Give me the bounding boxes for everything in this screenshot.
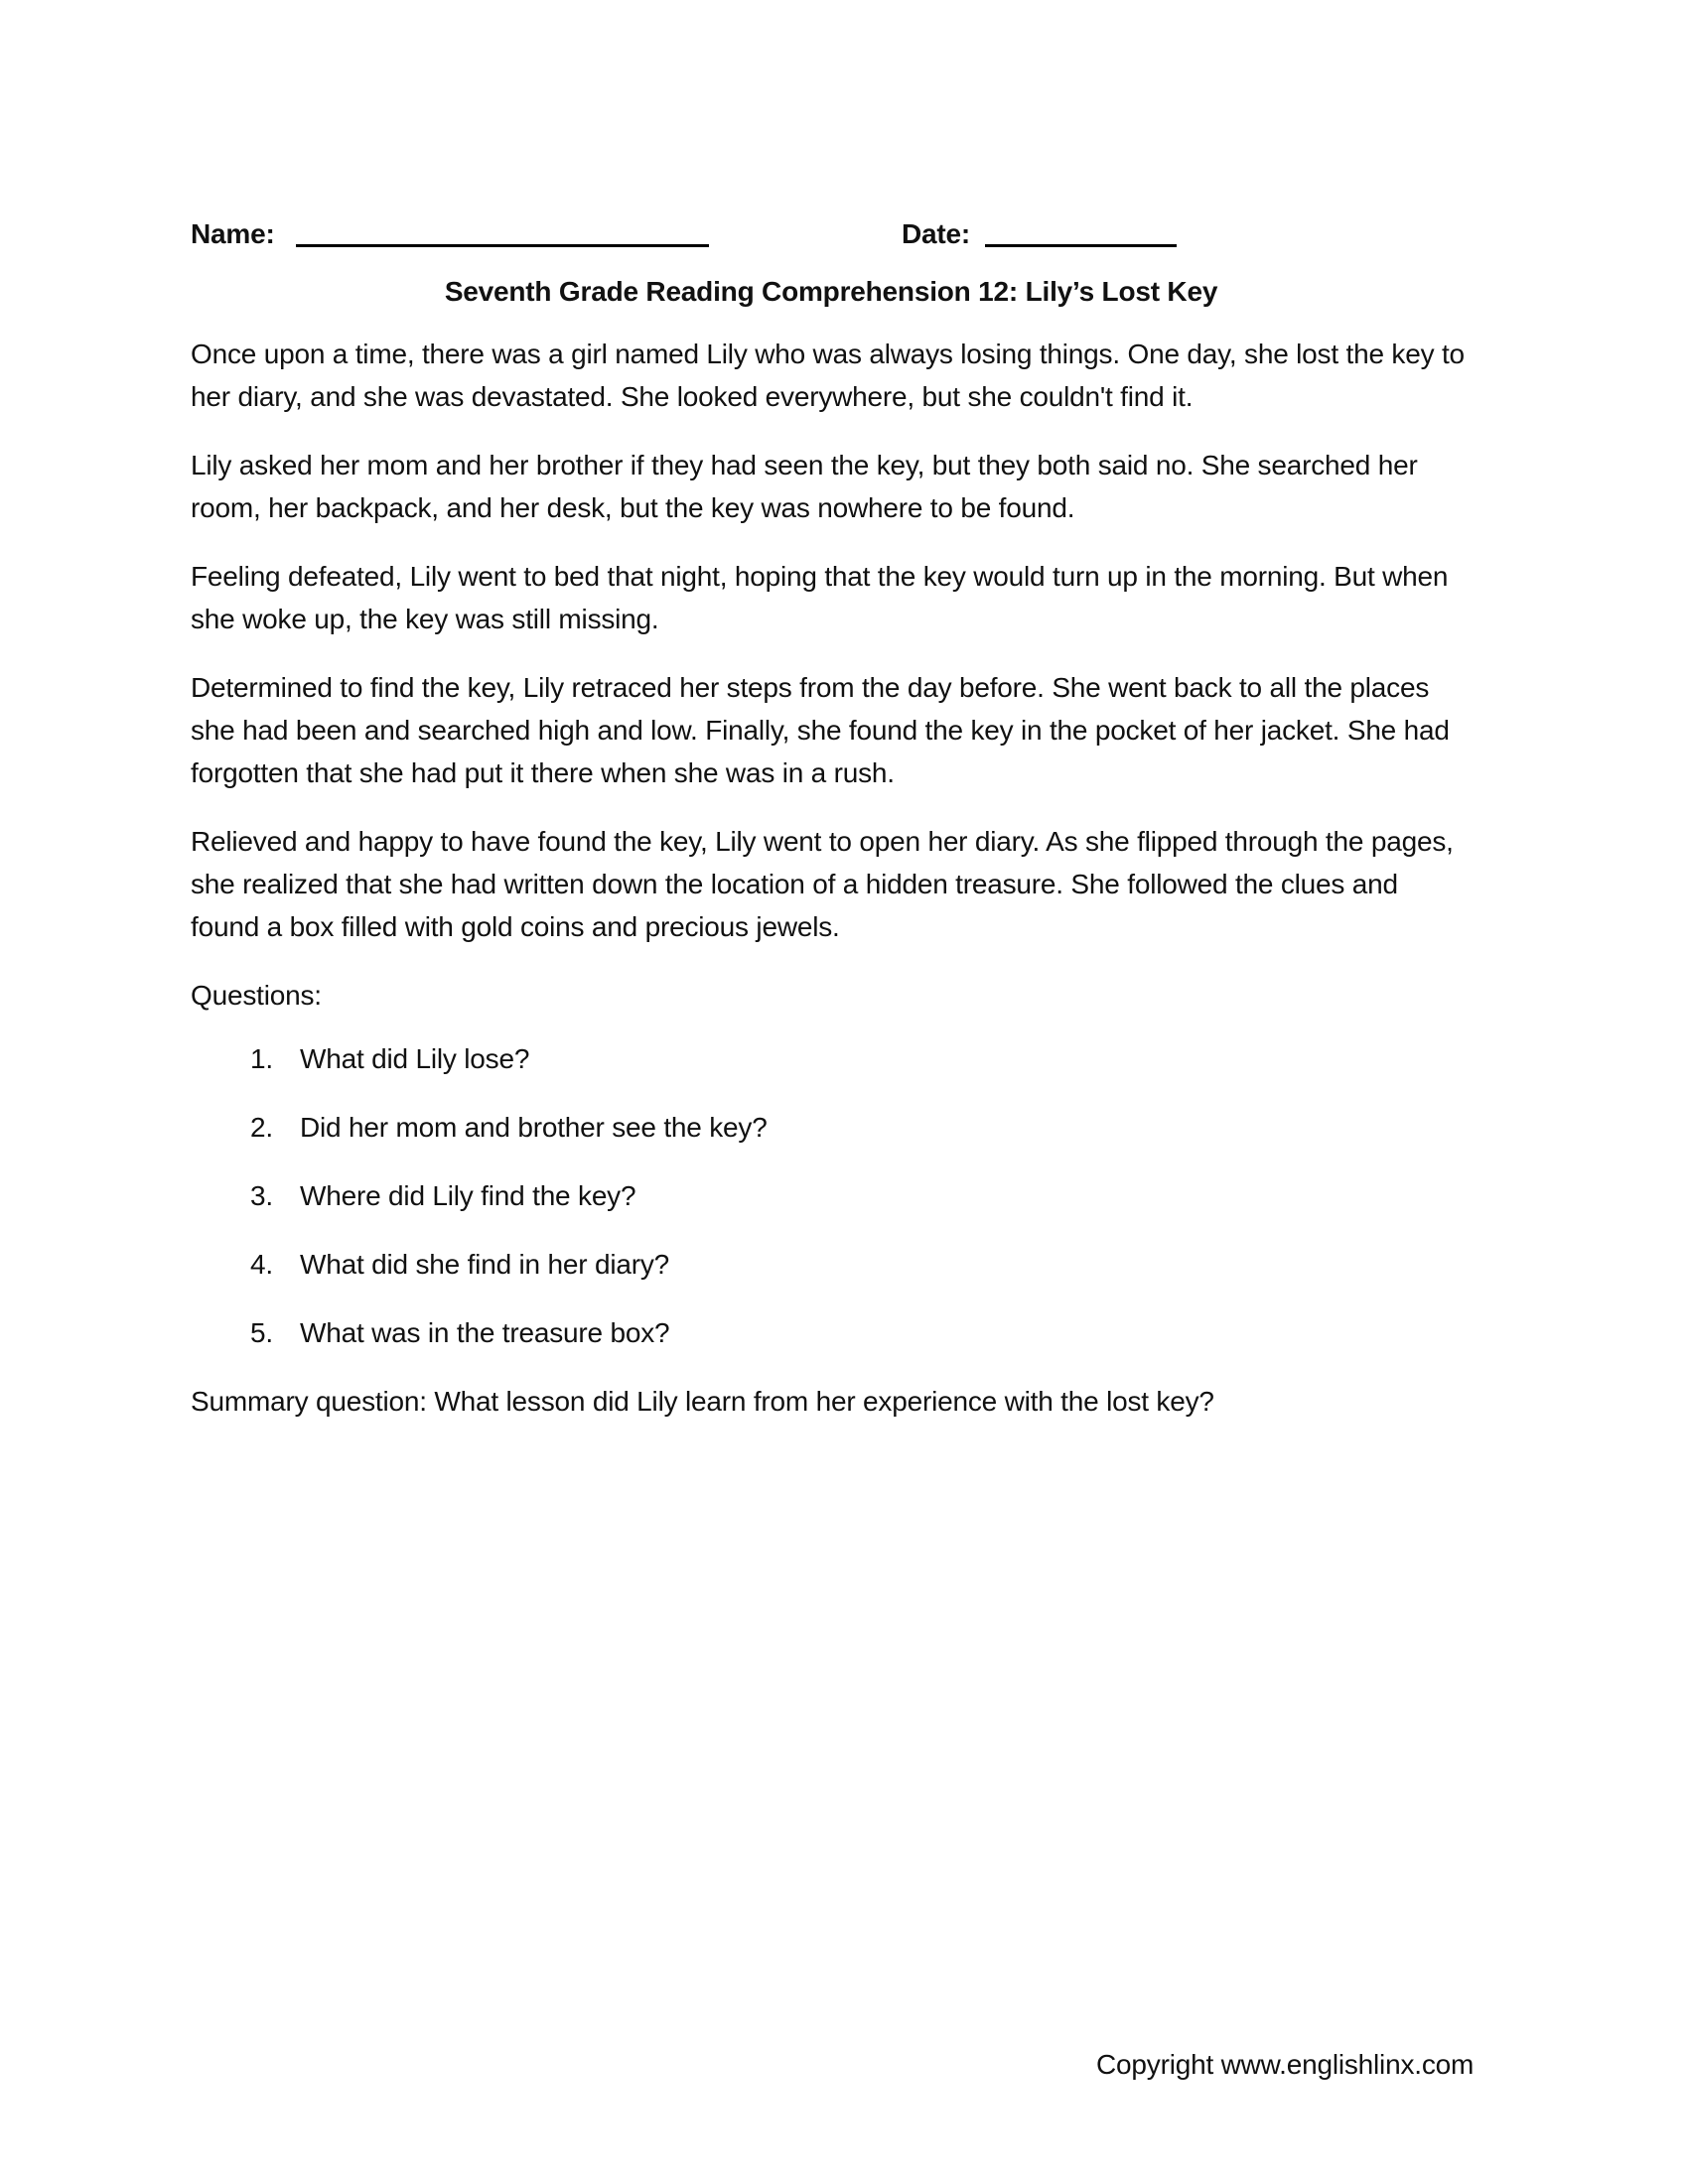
question-text: What did she find in her diary? [300,1249,670,1280]
question-item [191,1174,1472,1217]
story-paragraph: Determined to find the key, Lily retraced her steps from the day before. She went back to all the places she had been and searched high and low. Finally, she found the key in the pocket of her jacket. She had forgotten that she had put it there when she was in a rush. [191,672,1450,788]
questions-list [191,1037,1472,1354]
date-blank-line [985,244,1177,247]
questions-heading: Questions: [191,980,322,1011]
story-paragraph: Lily asked her mom and her brother if they had seen the key, but they both said no. She searched her room, her backpack, and her desk, but the key was nowhere to be found. [191,450,1418,523]
worksheet-content [191,218,1472,1423]
name-blank-line [296,244,709,247]
copyright-notice: Copyright www.englishlinx.com [1096,2049,1475,2080]
story-paragraph: Feeling defeated, Lily went to bed that night, hoping that the key would turn up in the morning. But when she woke up, the key was still missing. [191,561,1449,634]
name-label: Name: [191,218,275,249]
summary-question: Summary question: What lesson did Lily learn from her experience with the lost key? [191,1386,1214,1417]
worksheet-title: Seventh Grade Reading Comprehension 12: Lily’s Lost Key [444,276,1218,307]
question-text: What did Lily lose? [300,1043,530,1074]
question-text: Did her mom and brother see the key? [300,1112,768,1143]
name-date-header [191,218,1472,252]
question-text: Where did Lily find the key? [300,1180,636,1211]
question-item [191,1106,1472,1149]
story-paragraph: Once upon a time, there was a girl named Lily who was always losing things. One day, she lost the key to her diary, and she was devastated. She looked everywhere, but she couldn't find it. [191,339,1465,412]
story-paragraph: Relieved and happy to have found the key, Lily went to open her diary. As she flipped through the pages, she realized that she had written down the location of a hidden treasure. She followed the clues and found a box filled with gold coins and precious jewels. [191,826,1454,942]
story-passage [191,333,1472,948]
question-item [191,1311,1472,1354]
question-item [191,1243,1472,1286]
question-text: What was in the treasure box? [300,1317,670,1348]
question-item [191,1037,1472,1080]
date-label: Date: [902,218,971,249]
